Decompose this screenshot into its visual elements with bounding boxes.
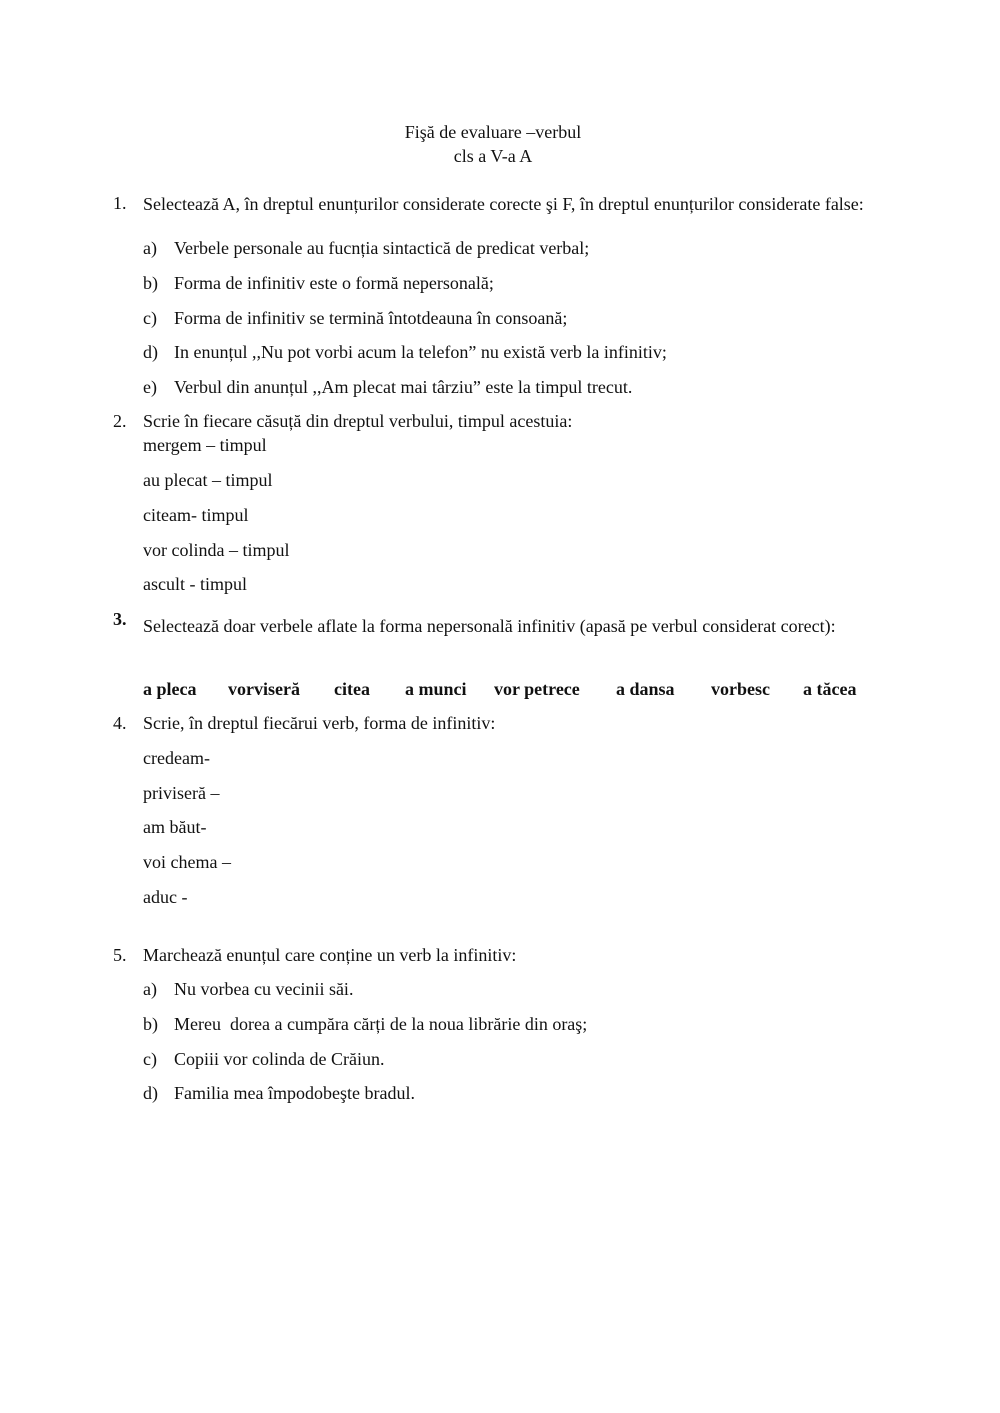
verb-choice[interactable]: a munci xyxy=(405,679,467,699)
option-text: Forma de infinitiv este o formă nepersonală; xyxy=(174,273,494,293)
answer-line[interactable]: am băut- xyxy=(143,817,207,837)
answer-line[interactable]: ascult - timpul xyxy=(143,574,247,594)
option-text: Verbul din anunțul ,,Am plecat mai târziu” este la timpul trecut. xyxy=(174,377,633,397)
option-item[interactable] xyxy=(143,1014,587,1036)
verb-choice[interactable]: a tăcea xyxy=(803,679,857,699)
page-subtitle: cls a V-a A xyxy=(453,146,533,166)
option-label: b) xyxy=(143,1014,158,1034)
option-text: Nu vorbea cu vecinii săi. xyxy=(174,979,354,999)
verb-choice[interactable]: vorviseră xyxy=(228,679,300,699)
option-item[interactable] xyxy=(143,342,667,364)
option-label: c) xyxy=(143,1049,157,1069)
option-item[interactable] xyxy=(143,273,494,295)
option-label: a) xyxy=(143,979,157,999)
question-number: 2. xyxy=(113,411,127,431)
question-text: Selectează A, în dreptul enunțurilor considerate corecte şi F, în dreptul enunțurilor considerate false: xyxy=(143,194,864,214)
question-number: 1. xyxy=(113,193,127,213)
option-text: In enunțul ,,Nu pot vorbi acum la telefon” nu există verb la infinitiv; xyxy=(174,342,667,362)
option-label: c) xyxy=(143,308,157,328)
option-item[interactable] xyxy=(143,308,567,330)
option-item[interactable] xyxy=(143,377,632,399)
answer-line[interactable]: credeam- xyxy=(143,748,210,768)
page-title: Fişă de evaluare –verbul xyxy=(404,122,582,142)
option-item[interactable] xyxy=(143,238,589,260)
question-text: Scrie, în dreptul fiecărui verb, forma de infinitiv: xyxy=(143,713,496,733)
verb-choice[interactable]: vorbesc xyxy=(711,679,770,699)
answer-line[interactable]: au plecat – timpul xyxy=(143,470,273,490)
option-text: Mereu dorea a cumpăra cărți de la noua librărie din oraş; xyxy=(174,1014,588,1034)
option-label: b) xyxy=(143,273,158,293)
option-text: Familia mea împodobeşte bradul. xyxy=(174,1083,415,1103)
question-number: 3. xyxy=(113,609,127,629)
option-label: d) xyxy=(143,1083,158,1103)
question-text: Scrie în fiecare căsuță din dreptul verbului, timpul acestuia: xyxy=(143,411,573,431)
verb-choice[interactable]: a pleca xyxy=(143,679,197,699)
answer-line[interactable]: mergem – timpul xyxy=(143,435,267,455)
option-label: d) xyxy=(143,342,158,362)
answer-line[interactable]: voi chema – xyxy=(143,852,231,872)
verb-choice[interactable]: citea xyxy=(334,679,370,699)
option-text: Copiii vor colinda de Crăiun. xyxy=(174,1049,385,1069)
option-label: e) xyxy=(143,377,157,397)
answer-line[interactable]: citeam- timpul xyxy=(143,505,249,525)
verb-choice[interactable]: vor petrece xyxy=(494,679,580,699)
option-item[interactable] xyxy=(143,1049,384,1071)
question-text: Selectează doar verbele aflate la forma nepersonală infinitiv (apasă pe verbul considerat corect): xyxy=(143,616,836,636)
question-number: 4. xyxy=(113,713,127,733)
option-text: Verbele personale au fucnția sintactică de predicat verbal; xyxy=(174,238,590,258)
option-item[interactable] xyxy=(143,1083,415,1105)
answer-line[interactable]: vor colinda – timpul xyxy=(143,540,290,560)
option-text: Forma de infinitiv se termină întotdeauna în consoană; xyxy=(174,308,568,328)
question-number: 5. xyxy=(113,945,127,965)
verb-choice[interactable]: a dansa xyxy=(616,679,675,699)
answer-line[interactable]: priviseră – xyxy=(143,783,220,803)
answer-line[interactable]: aduc - xyxy=(143,887,188,907)
option-item[interactable] xyxy=(143,979,353,1001)
question-text: Marchează enunțul care conține un verb la infinitiv: xyxy=(143,945,517,965)
option-label: a) xyxy=(143,238,157,258)
